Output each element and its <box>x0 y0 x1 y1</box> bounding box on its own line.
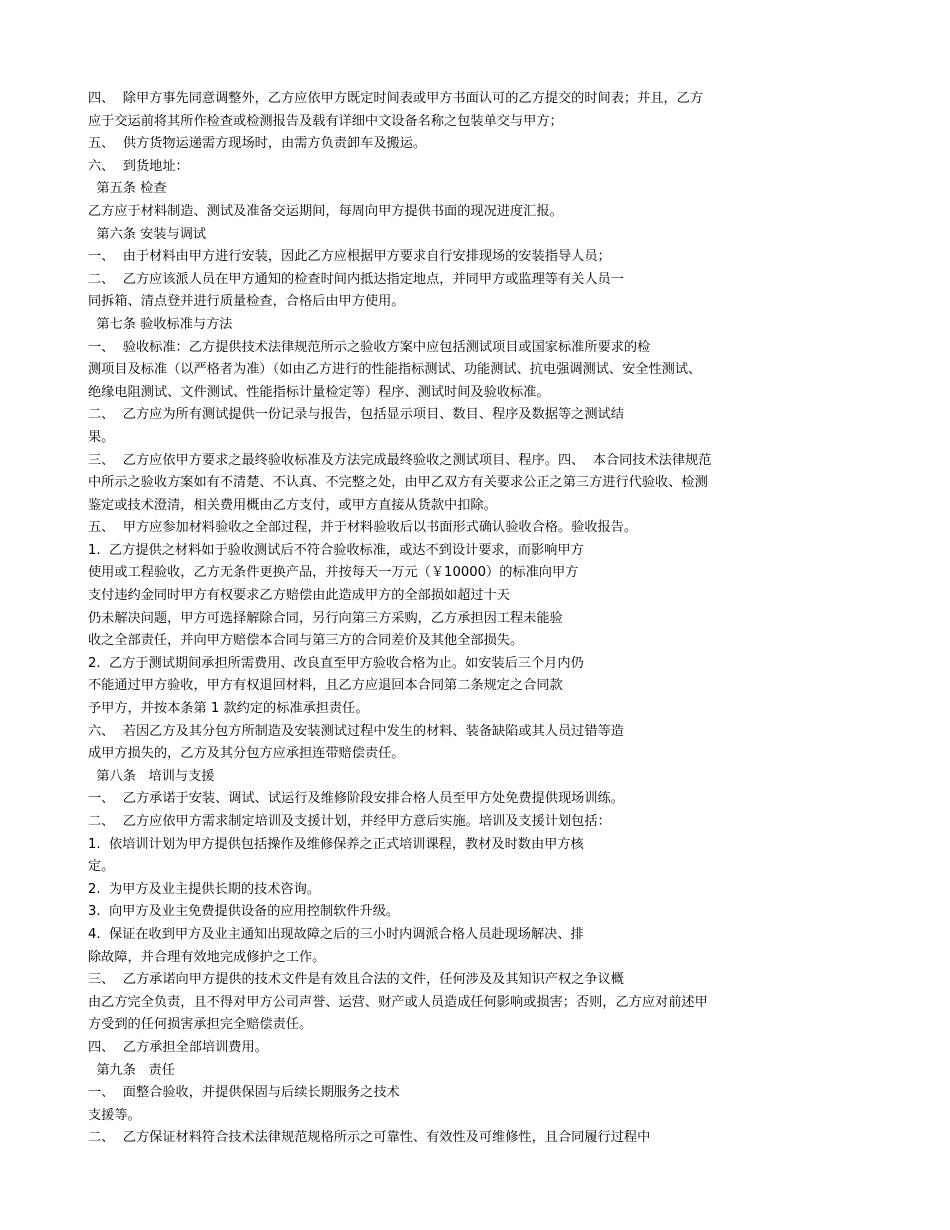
document-line: 3. 向甲方及业主免费提供设备的应用控制软件升级。 <box>88 904 400 920</box>
document-body <box>88 88 878 1150</box>
document-line: 二、 乙方保证材料符合技术法律规范规格所示之可靠性、有效性及可维修性，且合同履行过程中 <box>88 1130 651 1146</box>
document-line: 四、 除甲方事先同意调整外，乙方应依甲方既定时间表或甲方书面认可的乙方提交的时间表；并且，乙方 <box>88 91 704 106</box>
document-line: 六、 若因乙方及其分包方所制造及安装测试过程中发生的材料、装备缺陷或其人员过错等造 <box>88 723 624 739</box>
document-line: 中所示之验收方案如有不清楚、不认真、不完整之处，由甲乙双方有关要求公正之第三方进行代验收、检测 <box>88 475 708 491</box>
document-line: 五、 甲方应参加材料验收之全部过程，并于材料验收后以书面形式确认验收合格。验收报告。 <box>88 520 638 536</box>
document-line: 第六条 安装与调试 <box>88 226 207 242</box>
document-line: 第八条 培训与支援 <box>88 768 215 784</box>
document-line: 第七条 验收标准与方法 <box>88 316 233 332</box>
document-line: 使用或工程验收，乙方无条件更换产品，并按每天一万元（￥10000）的标准向甲方 <box>88 565 579 581</box>
document-line: 定。 <box>88 859 115 875</box>
document-line: 不能通过甲方验收，甲方有权退回材料，且乙方应退回本合同第二条规定之合同款 <box>88 678 563 694</box>
document-line: 五、 供方货物运递需方现场时，由需方负责卸车及搬运。 <box>88 136 427 152</box>
document-line: 一、 由于材料由甲方进行安装，因此乙方应根据甲方要求自行安排现场的安装指导人员； <box>88 249 611 265</box>
document-line: 支付违约金同时甲方有权要求乙方赔偿由此造成甲方的全部损如超过十天 <box>88 588 510 604</box>
document-line: 成甲方损失的，乙方及其分包方应承担连带赔偿责任。 <box>88 746 405 762</box>
document-line: 2. 乙方于测试期间承担所需费用、改良直至甲方验收合格为止。如安装后三个月内仍 <box>88 655 584 671</box>
document-line: 由乙方完全负责，且不得对甲方公司声誉、运营、财产或人员造成任何影响或损害；否则，乙方应对前述甲 <box>88 994 708 1010</box>
document-line: 除故障，并合理有效地完成修护之工作。 <box>88 949 326 965</box>
document-line: 2. 为甲方及业主提供长期的技术咨询。 <box>88 881 320 897</box>
document-line: 二、 乙方应依甲方需求制定培训及支援计划，并经甲方意后实施。培训及支援计划包括： <box>88 814 611 829</box>
document-line: 收之全部责任，并向甲方赔偿本合同与第三方的合同差价及其他全部损失。 <box>88 633 524 649</box>
document-line: 同拆箱、清点登并进行质量检查，合格后由甲方使用。 <box>88 294 405 310</box>
document-line: 二、 乙方应为所有测试提供一份记录与报告，包括显示项目、数目、程序及数据等之测试结 <box>88 407 624 423</box>
document-line: 乙方应于材料制造、测试及准备交运期间，每周向甲方提供书面的现况进度汇报。 <box>88 203 563 219</box>
document-line: 三、 乙方承诺向甲方提供的技术文件是有效且合法的文件，任何涉及及其知识产权之争议概 <box>88 972 624 988</box>
document-line: 1. 乙方提供之材料如于验收测试后不符合验收标准，或达不到设计要求，而影响甲方 <box>88 542 584 558</box>
document-line: 果。 <box>88 429 115 445</box>
document-line: 予甲方，并按本条第 1 款约定的标准承担责任。 <box>88 701 369 717</box>
document-line: 六、 到货地址： <box>88 158 189 174</box>
document-line: 一、 验收标准：乙方提供技术法律规范所示之验收方案中应包括测试项目或国家标准所要求的检 <box>88 339 651 355</box>
document-line: 方受到的任何损害承担完全赔偿责任。 <box>88 1017 313 1033</box>
document-line: 四、 乙方承担全部培训费用。 <box>88 1039 268 1055</box>
document-line: 应于交运前将其所作检查或检测报告及载有详细中文设备名称之包装单交与甲方； <box>88 113 563 129</box>
document-line: 一、 面整合验收，并提供保固与后续长期服务之技术 <box>88 1085 400 1101</box>
document-line: 支援等。 <box>88 1107 141 1123</box>
document-line: 一、 乙方承诺于安装、调试、试运行及维修阶段安排合格人员至甲方处免费提供现场训练。 <box>88 791 624 807</box>
document-line: 4. 保证在收到甲方及业主通知出现故障之后的三小时内调派合格人员赴现场解决、排 <box>88 926 584 942</box>
document-line: 测项目及标准（以严格者为准）（如由乙方进行的性能指标测试、功能测试、抗电强调测试、安全性测试、 <box>88 362 702 378</box>
document-line: 仍未解决问题，甲方可选择解除合同，另行向第三方采购，乙方承担因工程未能验 <box>88 610 563 626</box>
document-line: 三、 乙方应依甲方要求之最终验收标准及方法完成最终验收之测试项目、程序。四、 本合同技术法律规范 <box>88 452 712 468</box>
document-line: 第九条 责任 <box>88 1062 175 1078</box>
document-line: 第五条 检查 <box>88 181 167 197</box>
document-line: 鉴定或技术澄清，相关费用概由乙方支付，或甲方直接从货款中扣除。 <box>88 497 497 513</box>
document-line: 二、 乙方应该派人员在甲方通知的检查时间内抵达指定地点，并同甲方或监理等有关人员一 <box>88 271 624 287</box>
document-line: 1. 依培训计划为甲方提供包括操作及维修保养之正式培训课程，教材及时数由甲方核 <box>88 836 584 852</box>
document-line: 绝缘电阻测试、文件测试、性能指标计量检定等）程序、测试时间及验收标准。 <box>88 384 550 400</box>
